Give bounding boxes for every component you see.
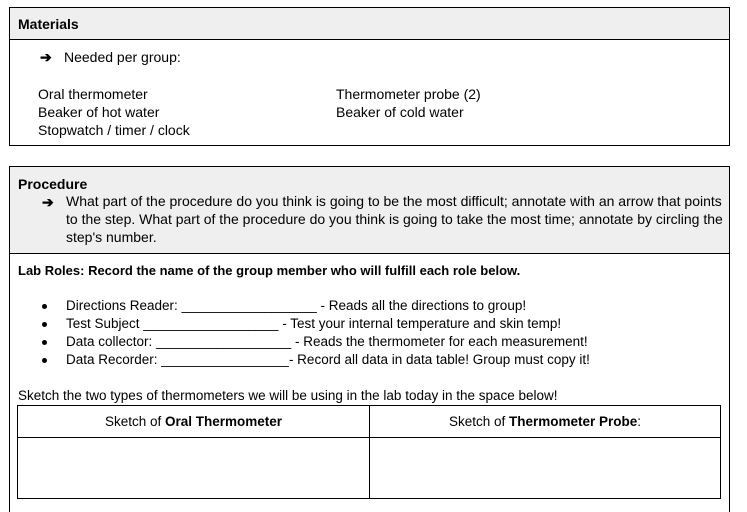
materials-list-left xyxy=(38,85,190,139)
role-name-blank[interactable]: __________________ xyxy=(156,334,292,349)
header-prefix: Sketch of xyxy=(104,414,162,429)
bullet-icon xyxy=(42,340,47,345)
role-description: - Reads all the directions to group! xyxy=(316,298,527,313)
bullet-icon xyxy=(42,304,47,309)
role-description: - Reads the thermometer for each measurement! xyxy=(291,334,588,349)
materials-title: Materials xyxy=(10,8,729,40)
materials-list-right xyxy=(336,85,481,121)
header-bold: Thermometer Probe xyxy=(508,414,638,429)
arrow-right-icon: ➔ xyxy=(42,194,54,210)
lab-roles-title: Lab Roles: Record the name of the group member who will fulfill each role below. xyxy=(18,263,521,278)
lab-roles-list xyxy=(10,297,729,369)
arrow-right-icon: ➔ xyxy=(40,49,52,65)
header-prefix: Sketch of xyxy=(448,414,506,429)
sketch-instruction: Sketch the two types of thermometers we will be using in the lab today in the space below! xyxy=(18,388,558,403)
role-label: Data collector: xyxy=(66,334,157,349)
procedure-title: Procedure xyxy=(18,176,88,192)
role-label: Data Recorder: xyxy=(66,352,162,367)
needed-label: Needed per group: xyxy=(64,49,181,65)
material-item: Oral thermometer xyxy=(38,86,148,102)
bullet-icon xyxy=(42,358,47,363)
material-item: Stopwatch / timer / clock xyxy=(38,122,190,138)
sketch-header-probe xyxy=(370,406,720,438)
role-name-blank[interactable]: __________________ xyxy=(181,298,317,313)
materials-section xyxy=(9,7,730,146)
sketch-table xyxy=(17,405,721,499)
header-bold: Oral Thermometer xyxy=(165,414,283,429)
role-label: Directions Reader: xyxy=(66,298,182,313)
role-item xyxy=(10,297,729,315)
material-item: Beaker of cold water xyxy=(336,104,464,120)
material-item: Thermometer probe (2) xyxy=(336,86,481,102)
role-label: Test Subject xyxy=(66,316,144,331)
procedure-section xyxy=(9,166,730,512)
role-name-blank[interactable]: __________________ xyxy=(143,316,279,331)
needed-per-group xyxy=(40,49,181,66)
sketch-area-probe[interactable] xyxy=(370,438,720,498)
procedure-header xyxy=(10,167,729,254)
procedure-instruction: What part of the procedure do you think is going to be the most difficult; annotate with an arrow that points to the step. What part of the procedure do you think is going to take the most time; annotate by circling the step's number. xyxy=(66,193,723,245)
bullet-icon xyxy=(42,322,47,327)
role-item xyxy=(10,333,729,351)
header-suffix: : xyxy=(637,414,642,429)
role-item xyxy=(10,351,729,369)
sketch-header-oral xyxy=(18,406,370,438)
role-description: - Record all data in data table! Group must copy it! xyxy=(288,352,590,367)
role-description: - Test your internal temperature and skin temp! xyxy=(278,316,562,331)
material-item: Beaker of hot water xyxy=(38,104,160,120)
sketch-area-oral[interactable] xyxy=(18,438,370,498)
role-name-blank[interactable]: _________________ xyxy=(161,352,289,367)
role-item xyxy=(10,315,729,333)
